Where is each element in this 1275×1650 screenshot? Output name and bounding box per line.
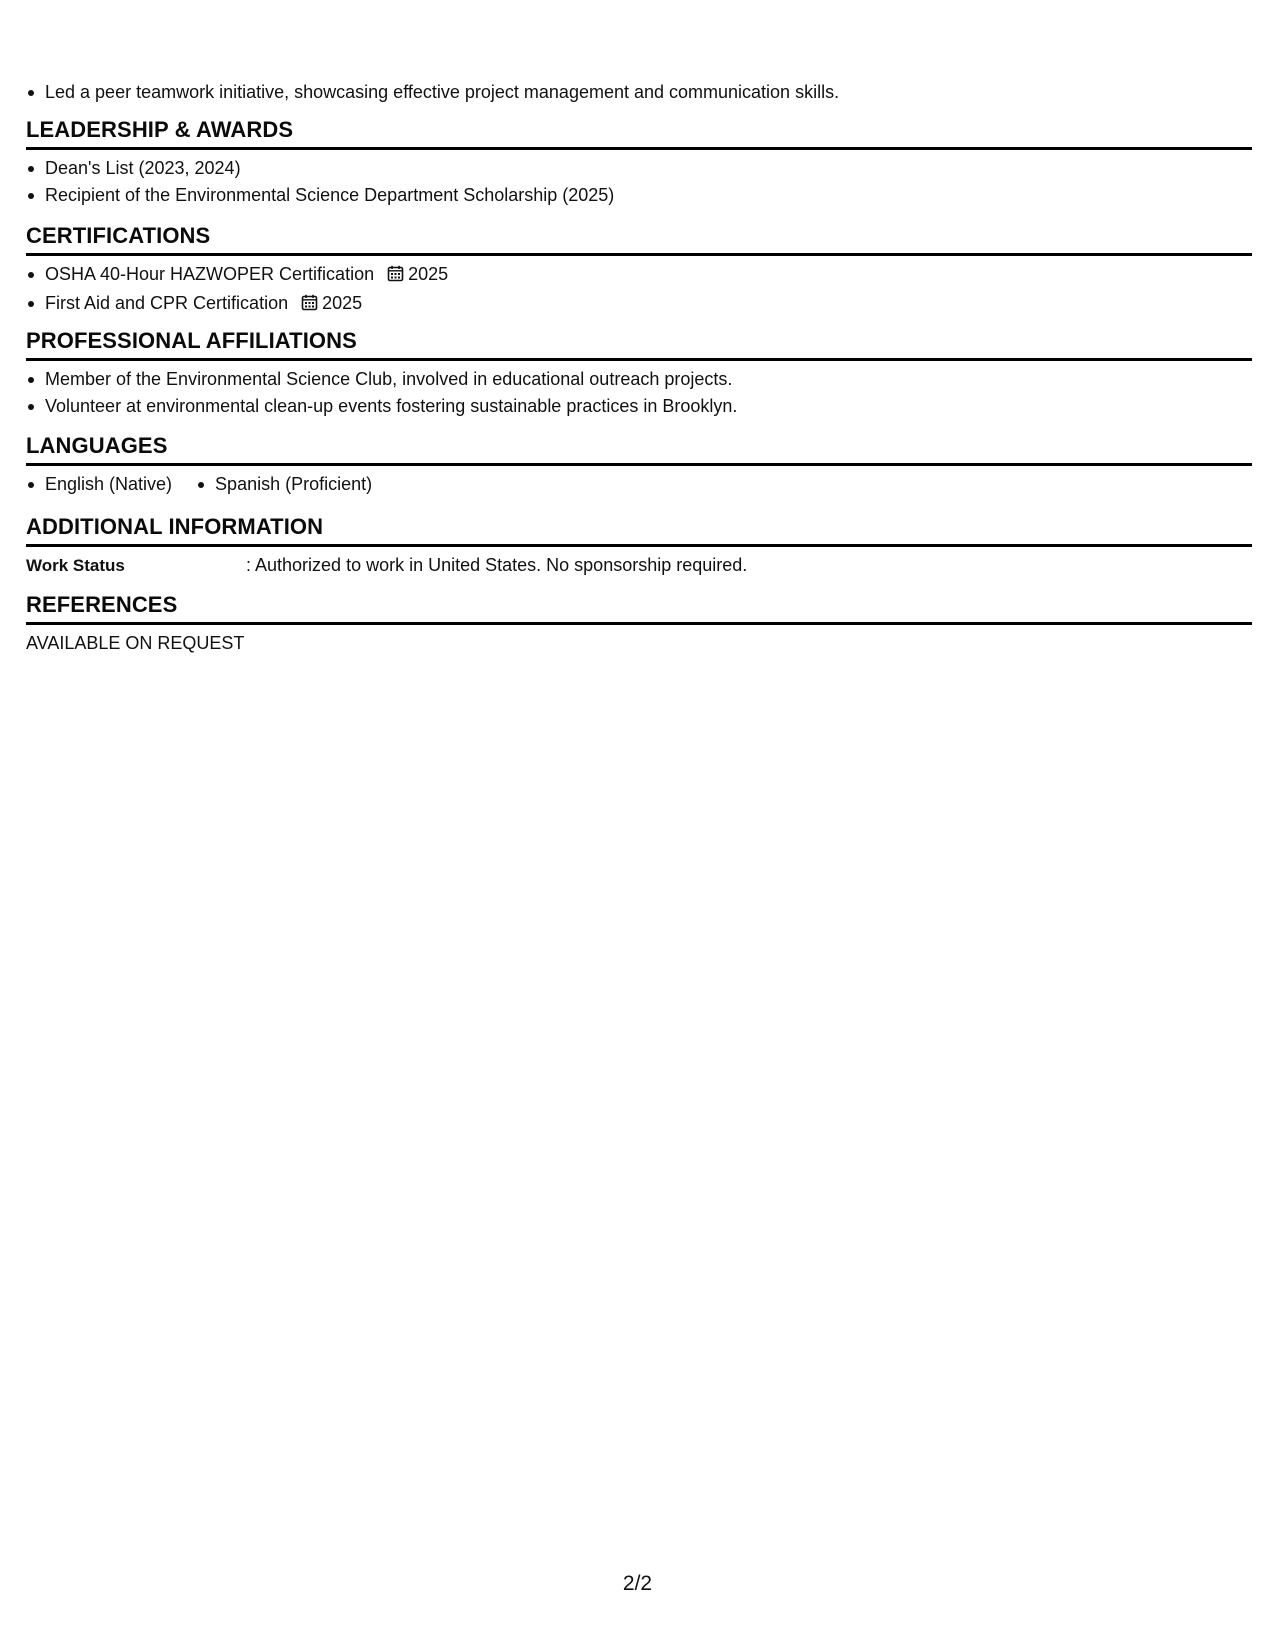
list-item: Member of the Environmental Science Club, involved in educational outreach projects. <box>26 366 1252 393</box>
references-section <box>26 591 1252 657</box>
list-item: Led a peer teamwork initiative, showcasing effective project management and communication skills. <box>26 79 1252 106</box>
list-item: Dean's List (2023, 2024) <box>26 155 1252 182</box>
section-heading: ADDITIONAL INFORMATION <box>26 514 324 539</box>
section-heading: LEADERSHIP & AWARDS <box>26 117 294 142</box>
references-text: AVAILABLE ON REQUEST <box>26 633 245 653</box>
work-status-label: Work Status <box>26 556 125 575</box>
section-heading: PROFESSIONAL AFFILIATIONS <box>26 328 357 353</box>
work-status-row <box>26 552 1252 579</box>
languages-list <box>26 471 1252 498</box>
section-divider <box>26 463 1252 466</box>
calendar-icon <box>387 263 404 290</box>
professional-affiliations-section <box>26 327 1252 420</box>
section-divider <box>26 544 1252 547</box>
section-divider <box>26 358 1252 361</box>
section-divider <box>26 622 1252 625</box>
work-status-value: : Authorized to work in United States. No sponsorship required. <box>246 555 748 575</box>
page-number: 2/2 <box>622 1572 653 1595</box>
certifications-section <box>26 222 1252 319</box>
section-heading: REFERENCES <box>26 592 178 617</box>
language-item: Spanish (Proficient) <box>196 471 372 498</box>
section-divider <box>26 147 1252 150</box>
list-item: Volunteer at environmental clean-up events fostering sustainable practices in Brooklyn. <box>26 393 1252 420</box>
experience-continued-list <box>26 79 1252 106</box>
additional-information-section <box>26 513 1252 579</box>
language-item: English (Native) <box>26 471 172 498</box>
affiliations-list <box>26 366 1252 420</box>
certification-item <box>26 290 1252 319</box>
languages-section <box>26 432 1252 498</box>
section-heading: CERTIFICATIONS <box>26 223 211 248</box>
section-divider <box>26 253 1252 256</box>
leadership-awards-section <box>26 116 1252 209</box>
certification-year: 2025 <box>322 293 363 313</box>
certification-name: OSHA 40-Hour HAZWOPER Certification <box>45 264 375 284</box>
leadership-list <box>26 155 1252 209</box>
section-heading: LANGUAGES <box>26 433 168 458</box>
certification-item <box>26 261 1252 290</box>
calendar-icon <box>301 292 318 319</box>
certification-name: First Aid and CPR Certification <box>45 293 289 313</box>
certification-year: 2025 <box>408 264 449 284</box>
certifications-list <box>26 261 1252 319</box>
list-item: Recipient of the Environmental Science Department Scholarship (2025) <box>26 182 1252 209</box>
